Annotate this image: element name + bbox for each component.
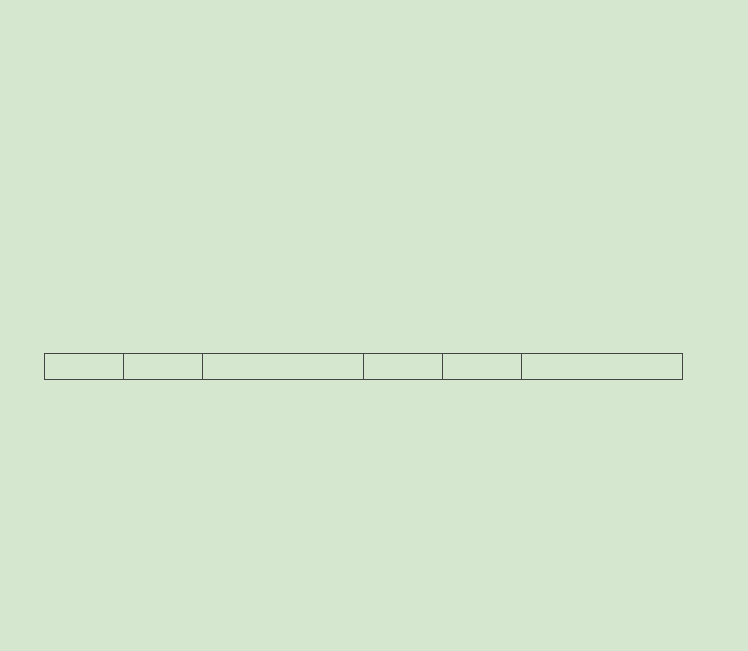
header-op-number-2 [364, 354, 443, 380]
table-header-row [45, 354, 683, 380]
header-op-description [203, 354, 364, 380]
operations-table [44, 353, 683, 380]
header-op-number [45, 354, 124, 380]
header-op-category-2 [443, 354, 522, 380]
header-op-description-2 [522, 354, 683, 380]
header-op-category [124, 354, 203, 380]
